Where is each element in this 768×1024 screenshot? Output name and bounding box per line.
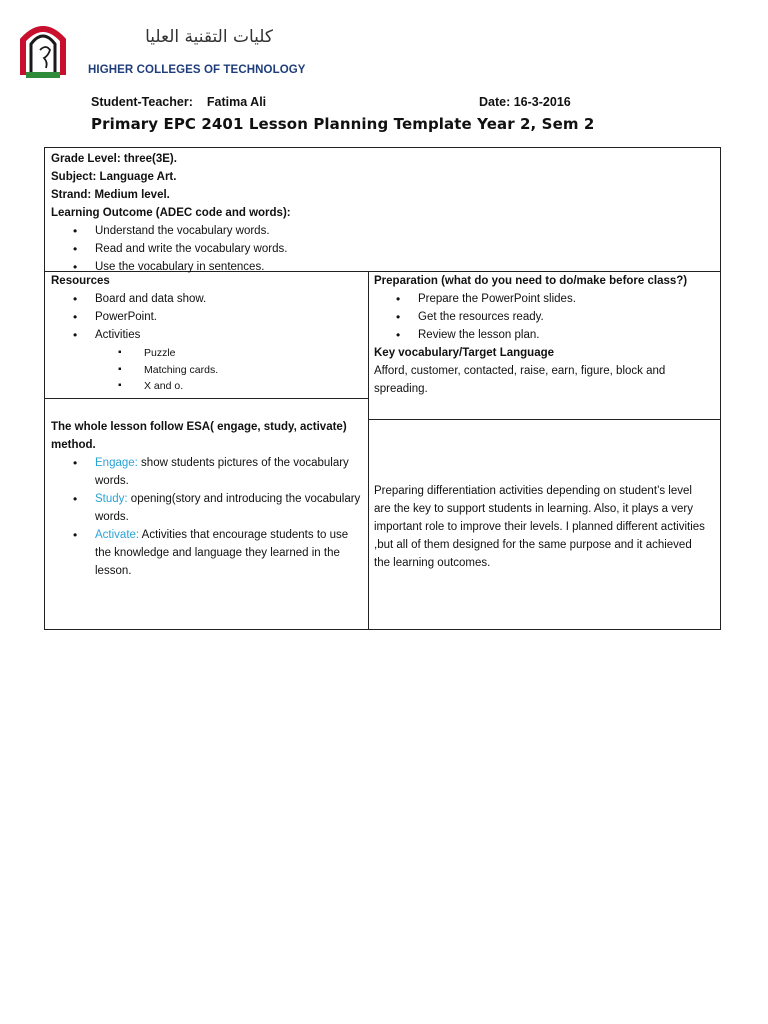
- list-item: • PowerPoint.: [51, 308, 363, 326]
- list-item: ▪ Puzzle: [51, 345, 363, 362]
- hct-logo: [18, 20, 306, 80]
- logo-english-text: HIGHER COLLEGES OF TECHNOLOGY: [88, 64, 306, 76]
- list-item: • Review the lesson plan.: [374, 326, 714, 344]
- esa-steps-list: [51, 454, 363, 580]
- hct-emblem-icon: [18, 20, 68, 80]
- logo-arabic-text: كليات التقنية العليا: [145, 27, 273, 47]
- student-teacher-label: Student-Teacher:: [91, 95, 193, 109]
- activate-text: Activities that encourage students to use the knowledge and language they learned in the lesson.: [95, 529, 349, 577]
- learning-outcome-list: [51, 222, 711, 276]
- table-divider: [368, 271, 369, 630]
- student-teacher-name: Fatima Ali: [206, 95, 267, 109]
- resources-heading: Resources: [51, 275, 110, 287]
- differentiation-text: Preparing differentiation activities depending on student’s level are the key to support students in learning. Also, it plays a very important role to improve their levels. I planned different activities ,but all of them designed for the same purpose and it achieved the learning outcomes.: [374, 485, 705, 569]
- study-text: opening(story and introducing the vocabulary words.: [95, 493, 361, 523]
- preparation-heading: Preparation (what do you need to do/make before class?): [374, 275, 688, 287]
- list-item: • Read and write the vocabulary words.: [51, 240, 711, 258]
- table-divider: [44, 398, 368, 399]
- list-item: ▪ Matching cards.: [51, 362, 363, 379]
- engage-label: Engage:: [95, 457, 138, 469]
- preparation-cell: [374, 272, 714, 398]
- resources-cell: [51, 272, 363, 395]
- student-teacher-line: [91, 95, 266, 109]
- key-vocabulary-text: Afford, customer, contacted, raise, earn, figure, block and spreading.: [374, 365, 666, 395]
- list-item: [51, 490, 363, 526]
- activate-label: Activate:: [95, 529, 140, 541]
- list-item: • Activities: [51, 326, 363, 344]
- table-divider: [368, 419, 721, 420]
- list-item: • Board and data show.: [51, 290, 363, 308]
- grade-level: Grade Level: three(3E).: [51, 153, 177, 165]
- subject: Subject: Language Art.: [51, 171, 177, 183]
- lesson-overview-cell: [51, 150, 711, 276]
- list-item: [51, 454, 363, 490]
- method-intro: The whole lesson follow ESA( engage, study, activate) method.: [51, 421, 347, 451]
- list-item: • Get the resources ready.: [374, 308, 714, 326]
- preparation-list: [374, 290, 714, 344]
- list-item: ▪ X and o.: [51, 378, 363, 395]
- engage-text: show students pictures of the vocabulary words.: [95, 457, 349, 487]
- lesson-date: Date: 16-3-2016: [479, 95, 571, 109]
- list-item: [51, 526, 363, 580]
- differentiation-cell: [374, 482, 709, 572]
- activities-list: [51, 345, 363, 395]
- list-item: • Understand the vocabulary words.: [51, 222, 711, 240]
- list-item: • Use the vocabulary in sentences.: [51, 258, 711, 276]
- page-title: Primary EPC 2401 Lesson Planning Template Year 2, Sem 2: [91, 115, 595, 133]
- learning-outcome-heading: Learning Outcome (ADEC code and words):: [51, 207, 291, 219]
- list-item: • Prepare the PowerPoint slides.: [374, 290, 714, 308]
- method-cell: [51, 418, 363, 580]
- study-label: Study:: [95, 493, 128, 505]
- resources-list: [51, 290, 363, 344]
- strand: Strand: Medium level.: [51, 189, 170, 201]
- key-vocabulary-heading: Key vocabulary/Target Language: [374, 347, 555, 359]
